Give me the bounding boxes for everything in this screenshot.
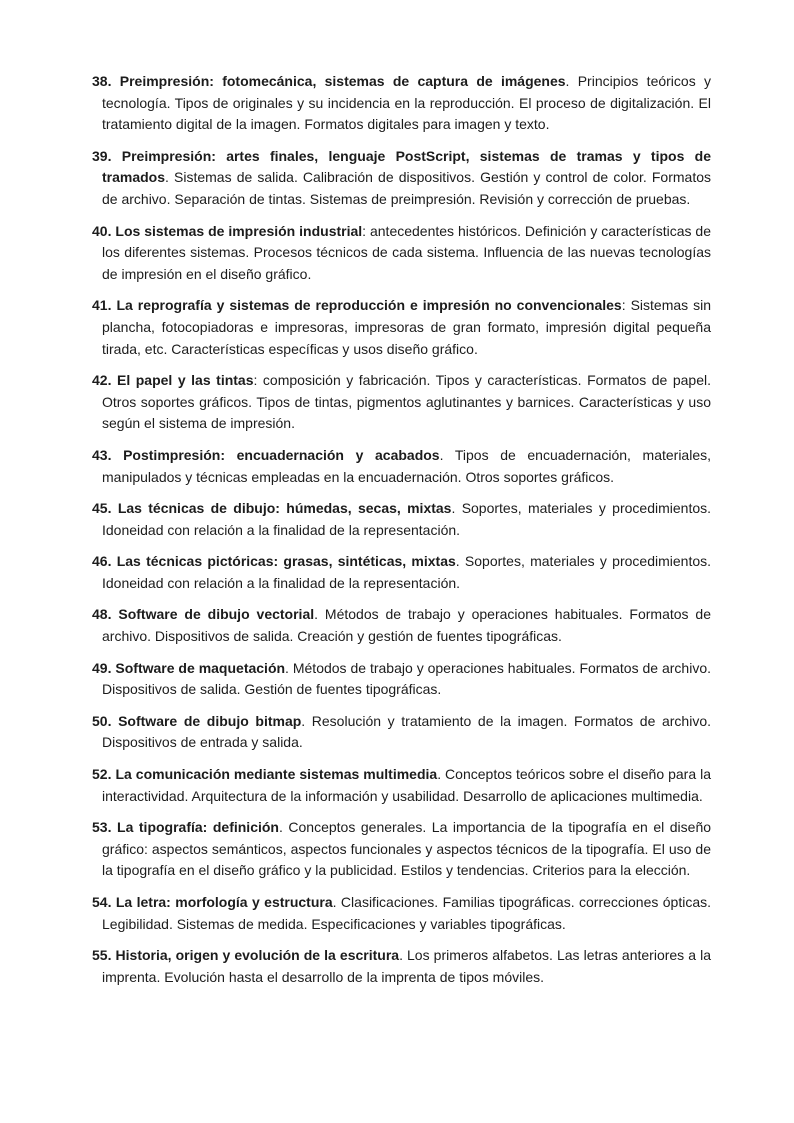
- item-number: 53.: [92, 819, 112, 836]
- item-title: Las técnicas pictóricas: grasas, sintéticas, mixtas: [116, 553, 456, 570]
- list-item: [92, 945, 712, 988]
- item-title: La comunicación mediante sistemas multimedia: [115, 766, 438, 783]
- item-body: . Principios teóricos y tecnología. Tipos de originales y su incidencia en la reproducción. El proceso de digitalización. El tratamiento digital de la imagen. Formatos digitales para imagen y texto.: [102, 73, 711, 133]
- item-number: 54.: [92, 894, 112, 910]
- list-item: [92, 370, 711, 435]
- item-body: . Sistemas de salida. Calibración de dispositivos. Gestión y control de color. Formatos de archivo. Separación de tintas. Sistemas de preimpresión. Revisión y corrección de pruebas.: [102, 169, 711, 207]
- list-item: [92, 604, 711, 647]
- item-title: La tipografía: definición: [117, 819, 279, 836]
- item-number: 52.: [92, 766, 112, 783]
- item-title: La reprografía y sistemas de reproducción e impresión no convencionales: [116, 297, 622, 314]
- item-number: 38.: [92, 73, 112, 89]
- list-item: [92, 764, 712, 807]
- list-item: [92, 221, 711, 286]
- item-title: Postimpresión: encuadernación y acabados: [123, 446, 440, 463]
- item-number: 45.: [92, 500, 112, 517]
- item-body: : Sistemas sin plancha, fotocopiadoras e impresoras, impresoras de gran formato, impresión digital pequeña tirada, etc. Características específicas y usos diseño gráfico.: [102, 297, 712, 357]
- item-number: 43.: [92, 446, 112, 463]
- item-body: . Conceptos generales. La importancia de la tipografía en el diseño gráfico: aspectos semánticos, aspectos funcionales y aspectos técnicos de la tipografía. El uso de la tipografía en el diseño gráfico y la publicidad. Estilos y tendencias. Criterios para la elección.: [102, 819, 712, 879]
- list-item: [92, 711, 711, 754]
- item-body: . Los primeros alfabetos. Las letras anteriores a la imprenta. Evolución hasta el desarrollo de la imprenta de tipos móviles.: [102, 947, 712, 985]
- item-number: 42.: [92, 372, 112, 389]
- item-title: Los sistemas de impresión industrial: [115, 222, 363, 239]
- item-title: Software de maquetación: [115, 659, 286, 676]
- list-item: [92, 658, 711, 701]
- list-item: [92, 892, 712, 935]
- item-number: 40.: [92, 222, 112, 239]
- item-number: 41.: [92, 297, 112, 314]
- list-item: [92, 445, 712, 488]
- item-number: 55.: [92, 947, 112, 964]
- item-body: . Soportes, materiales y procedimientos. Idoneidad con relación a la finalidad de la representación.: [102, 553, 712, 591]
- item-body: : antecedentes históricos. Definición y características de los diferentes sistemas. Procesos técnicos de cada sistema. Influencia de las nuevas tecnologías de impresión en el diseño gráfico.: [102, 222, 711, 282]
- item-title: Preimpresión: artes finales, lenguaje PostScript, sistemas de tramas y tipos de tramados: [102, 147, 711, 186]
- list-item: [92, 295, 712, 360]
- item-title: Software de dibujo vectorial: [118, 606, 315, 623]
- list-item: [92, 498, 712, 541]
- item-title: Preimpresión: fotomecánica, sistemas de captura de imágenes: [119, 73, 566, 89]
- item-body: . Métodos de trabajo y operaciones habituales. Formatos de archivo. Dispositivos de salida. Gestión de fuentes tipográficas.: [102, 659, 711, 698]
- item-body: . Conceptos teóricos sobre el diseño para la interactividad. Arquitectura de la información y usabilidad. Desarrollo de aplicaciones multimedia.: [102, 766, 712, 804]
- item-title: La letra: morfología y estructura: [115, 894, 333, 910]
- list-item: [92, 817, 712, 882]
- item-number: 48.: [92, 606, 112, 623]
- list-item: [92, 551, 712, 594]
- item-title: El papel y las tintas: [117, 372, 254, 389]
- item-number: 46.: [92, 553, 112, 570]
- item-body: . Clasificaciones. Familias tipográficas. correcciones ópticas. Legibilidad. Sistemas de medida. Especificaciones y variables tipográficas.: [102, 894, 712, 932]
- item-body: . Tipos de encuadernación, materiales, manipulados y técnicas empleadas en la encuadernación. Otros soportes gráficos.: [102, 446, 712, 485]
- item-number: 39.: [92, 147, 112, 164]
- item-number: 49.: [92, 659, 112, 676]
- list-item: [92, 146, 711, 211]
- item-body: . Métodos de trabajo y operaciones habituales. Formatos de archivo. Dispositivos de salida. Creación y gestión de fuentes tipográficas.: [102, 606, 711, 645]
- item-title: Historia, origen y evolución de la escritura: [115, 947, 400, 964]
- item-body: : composición y fabricación. Tipos y características. Formatos de papel. Otros soportes gráficos. Tipos de tintas, pigmentos aglutinantes y barnices. Características y uso según el sistema de impresión.: [102, 372, 711, 432]
- item-title: Las técnicas de dibujo: húmedas, secas, mixtas: [117, 500, 452, 517]
- item-number: 50.: [92, 712, 112, 729]
- item-title: Software de dibujo bitmap: [118, 712, 302, 729]
- list-item: [92, 71, 711, 136]
- item-body: . Resolución y tratamiento de la imagen. Formatos de archivo. Dispositivos de entrada y salida.: [102, 712, 711, 751]
- item-body: . Soportes, materiales y procedimientos. Idoneidad con relación a la finalidad de la representación.: [102, 500, 712, 538]
